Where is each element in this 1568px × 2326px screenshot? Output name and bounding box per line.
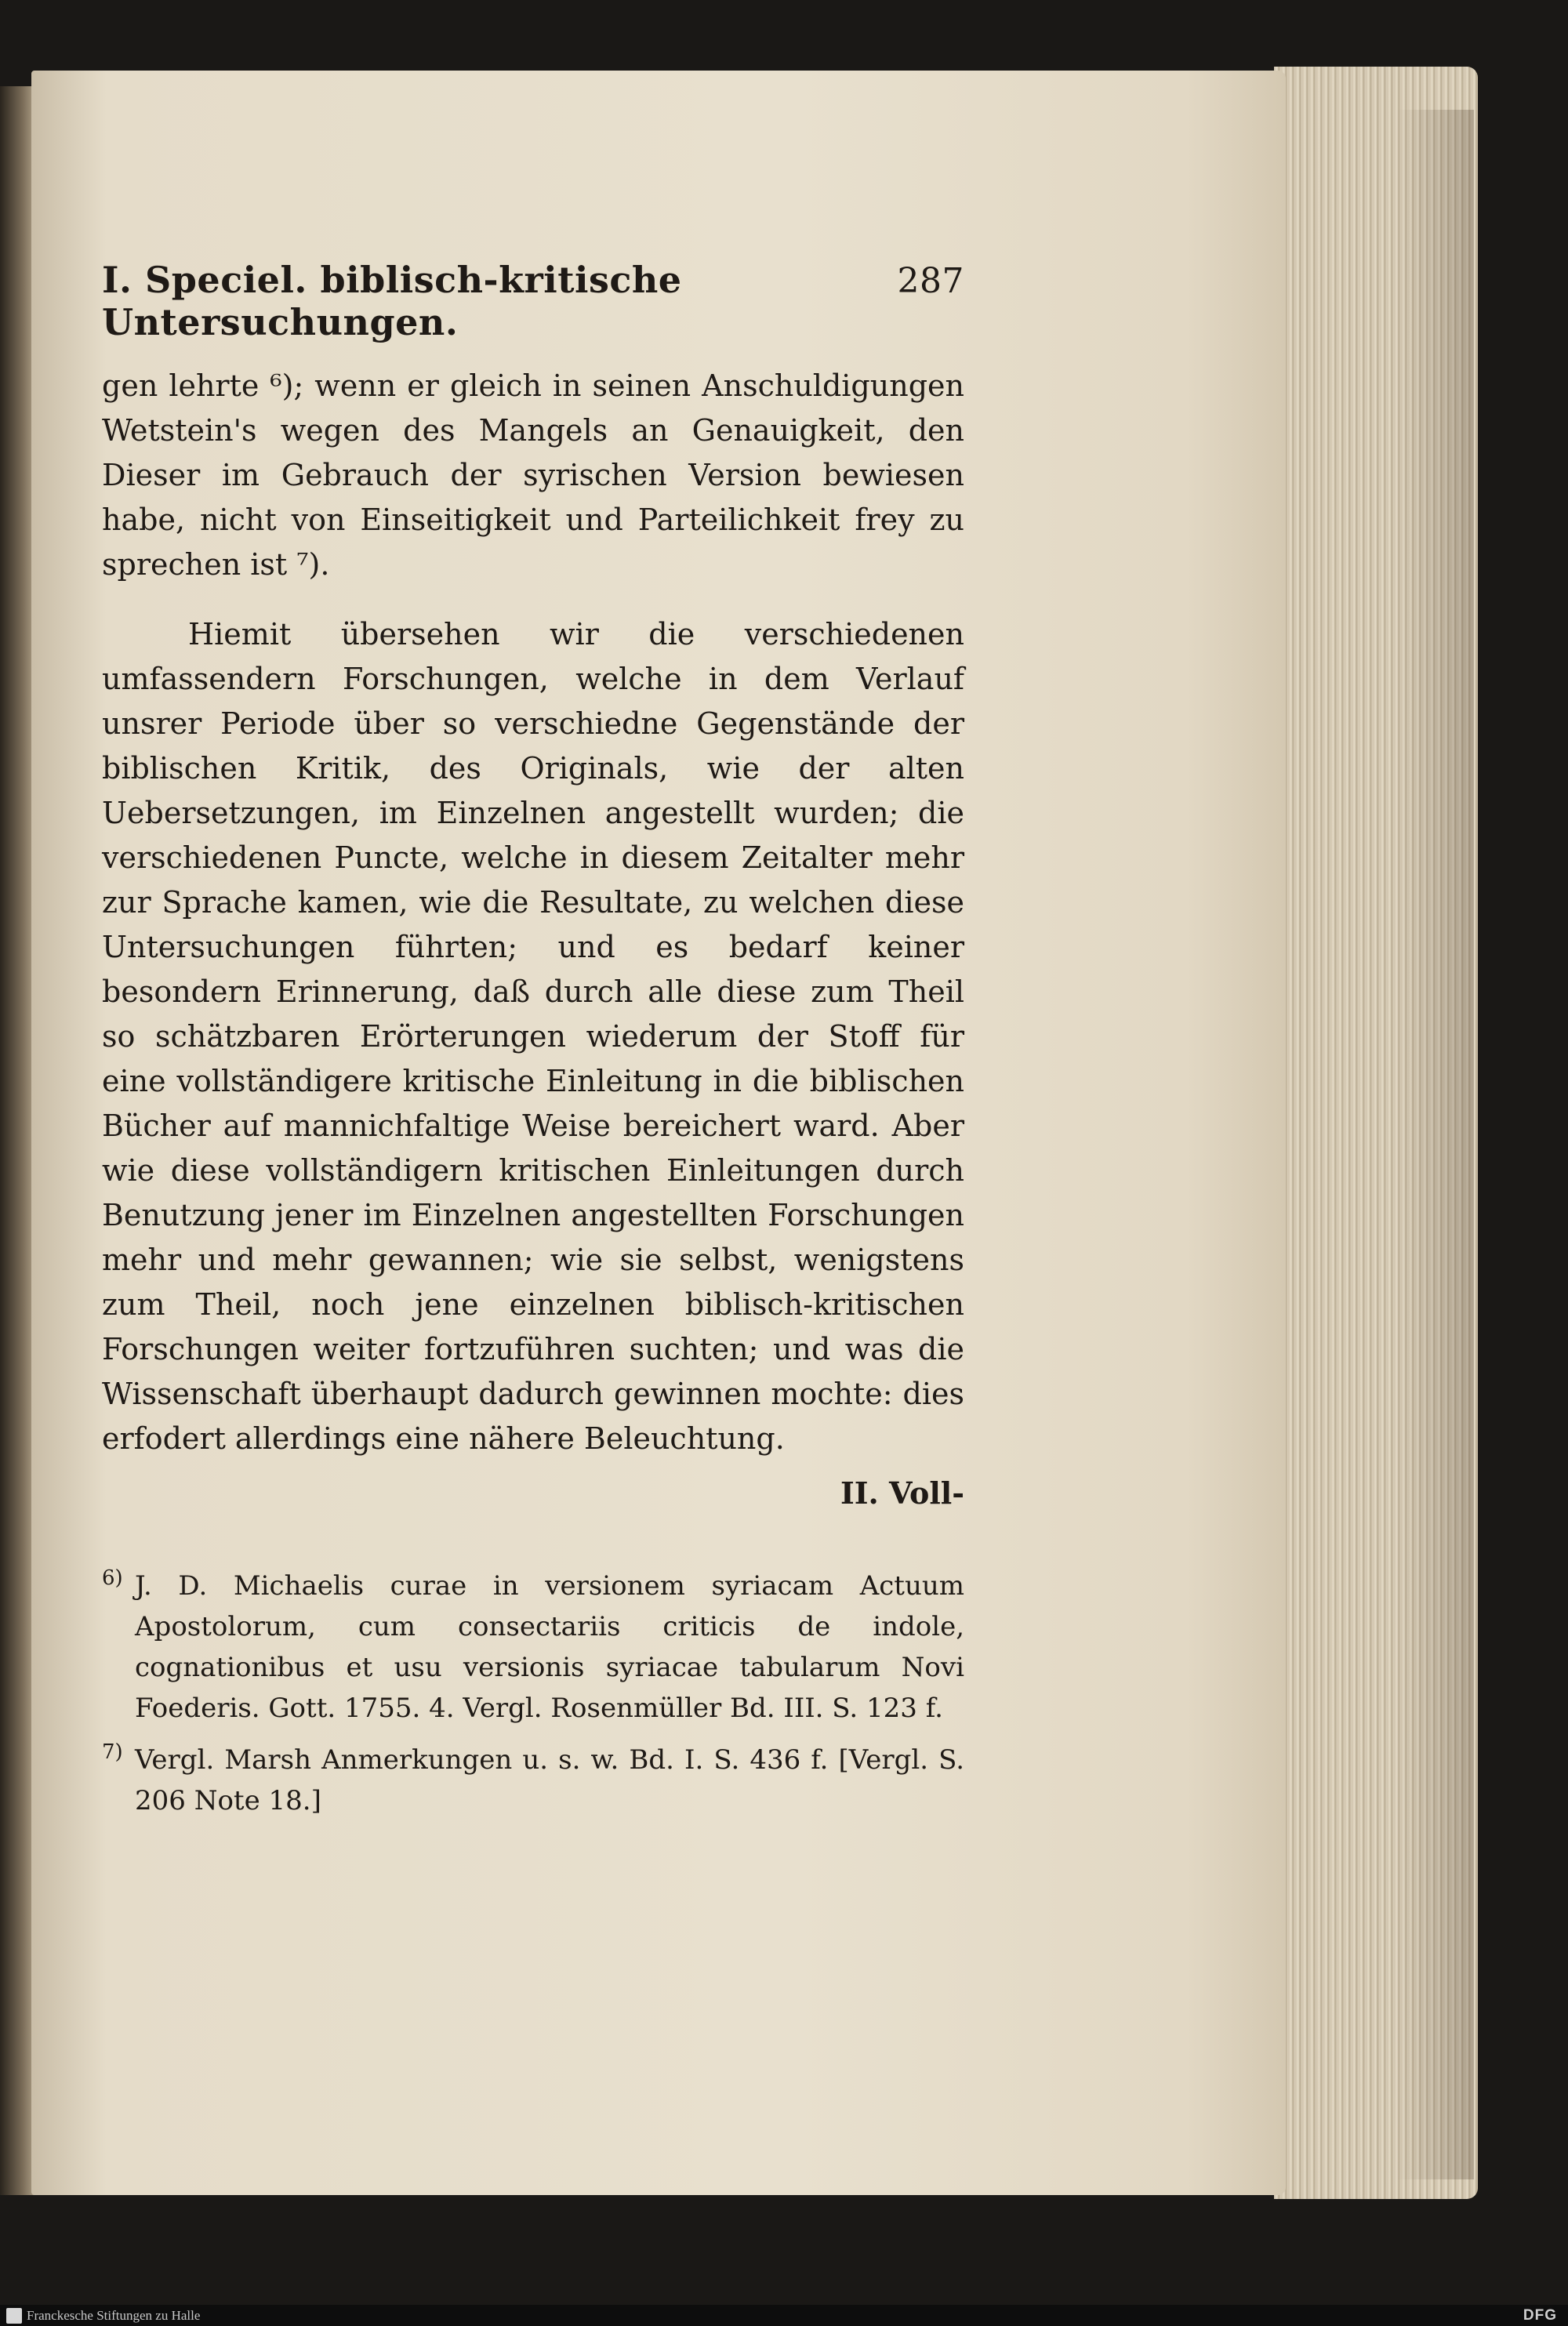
footer-institution: Franckesche Stiftungen zu Halle — [27, 2307, 201, 2323]
footer-bar — [0, 2305, 1568, 2326]
catchword: II. Voll- — [840, 1475, 964, 1511]
footnote-text: Vergl. Marsh Anmerkungen u. s. w. Bd. I. S. 436 f. [Vergl. S. 206 Note 18.] — [135, 1744, 964, 1816]
footnotes — [102, 1566, 964, 1821]
running-head — [102, 259, 964, 343]
paragraph-main: Hiemit übersehen wir die verschiedenen umfassendern Forschungen, welche in dem Verlauf unsrer Periode über so verschiedne Gegenstände der biblischen Kritik, des Originals, wie der alten Uebersetzungen, im Einzelnen angestellt wurden; die verschiedenen Puncte, welche in diesem Zeitalter mehr zur Sprache kamen, wie die Resultate, zu welchen diese Untersuchungen führten; und es bedarf keiner besondern Erinnerung, daß durch alle diese zum Theil so schätzbaren Erörterungen wiederum der Stoff für eine vollständigere kritische Einleitung in die biblischen Bücher auf mannichfaltige Weise bereichert ward. Aber wie diese vollständigern kritischen Einleitungen durch Benutzung jener im Einzelnen angestellten Forschungen mehr und mehr gewannen; wie sie selbst, wenigstens zum Theil, noch jene einzelnen biblisch-kritischen Forschungen weiter fortzuführen suchten; und was die Wissenschaft überhaupt dadurch gewinnen mochte: dies erfodert allerdings eine nähere Beleuchtung. — [102, 617, 964, 1456]
page-number: 287 — [897, 261, 964, 301]
institution-emblem-icon — [6, 2308, 22, 2324]
footnote-text: J. D. Michaelis curae in versionem syriacam Actuum Apostolorum, cum consectariis criticis de indole, cognationibus et usu versionis syriacae tabularum Novi Foederis. Gott. 1755. 4. Vergl. Rosenmüller Bd. III. S. 123 f. — [135, 1570, 964, 1724]
running-head-title: I. Speciel. biblisch-kritische Untersuchungen. — [102, 259, 682, 343]
paragraph-continuation: gen lehrte ⁶); wenn er gleich in seinen Anschuldigungen Wetstein's wegen des Mangels an Genauigkeit, den Dieser im Gebrauch der syrischen Version bewiesen habe, nicht von Einseitigkeit und Parteilichkeit frey zu sprechen ist ⁷). — [102, 368, 964, 582]
footnote-mark: 7) — [102, 1740, 123, 1764]
page-text — [102, 259, 964, 1832]
page-block-shadow — [1396, 110, 1474, 2179]
footer-logo — [6, 2308, 200, 2324]
footnote-mark: 6) — [102, 1566, 123, 1590]
footnote-7 — [102, 1740, 964, 1821]
footer-dfg-logo: DFG — [1523, 2306, 1557, 2324]
footnote-6 — [102, 1566, 964, 1729]
